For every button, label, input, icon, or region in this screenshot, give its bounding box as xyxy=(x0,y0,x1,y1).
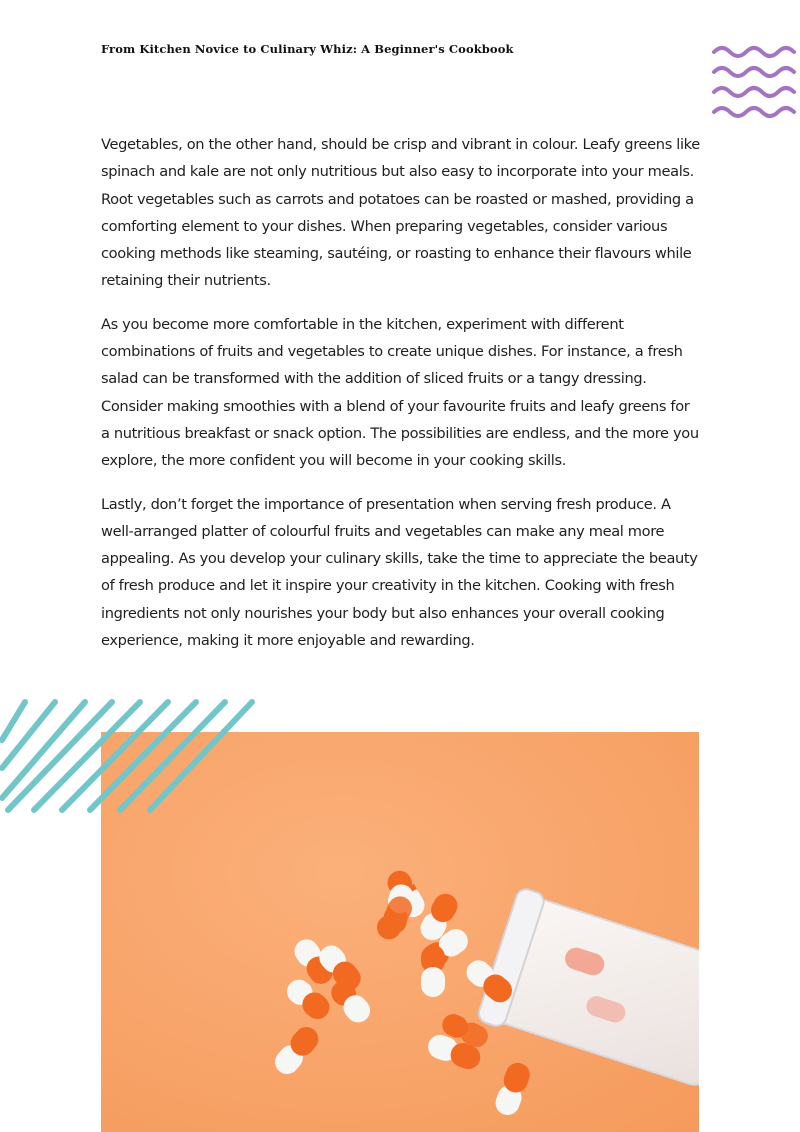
body-text xyxy=(101,131,701,670)
paragraph: Lastly, don’t forget the importance of presentation when serving fresh produce. A well-arranged platter of colourful fruits and vegetables can make any meal more appealing. As you develop your culinary skills, take the time to appreciate the beauty of fresh produce and let it inspire your creativity in the kitchen. Cooking with fresh ingredients not only nourishes your body but also enhances your overall cooking experience, making it more enjoyable and rewarding. xyxy=(101,495,698,650)
wave-decoration-icon xyxy=(708,40,800,124)
paragraph: Vegetables, on the other hand, should be crisp and vibrant in colour. Leafy greens like spinach and kale are not only nutritious but also easy to incorporate into your meals. Root vegetables such as carrots and potatoes can be roasted or mashed, providing a comforting element to your dishes. When preparing vegetables, consider various cooking methods like steaming, sautéing, or roasting to enhance their flavours while retaining their nutrients. xyxy=(101,136,700,290)
running-header-title: From Kitchen Novice to Culinary Whiz: A Beginner's Cookbook xyxy=(101,42,514,56)
diagonal-stripes-decoration-icon xyxy=(0,690,270,820)
paragraph: As you become more comfortable in the kitchen, experiment with different combinations of fruits and vegetables to create unique dishes. For instance, a fresh salad can be transformed with the addition of sliced fruits or a tangy dressing. Consider making smoothies with a blend of your favourite fruits and leafy greens for a nutritious breakfast or snack option. The possibilities are endless, and the more you explore, the more confident you will become in your cooking skills. xyxy=(101,315,699,470)
